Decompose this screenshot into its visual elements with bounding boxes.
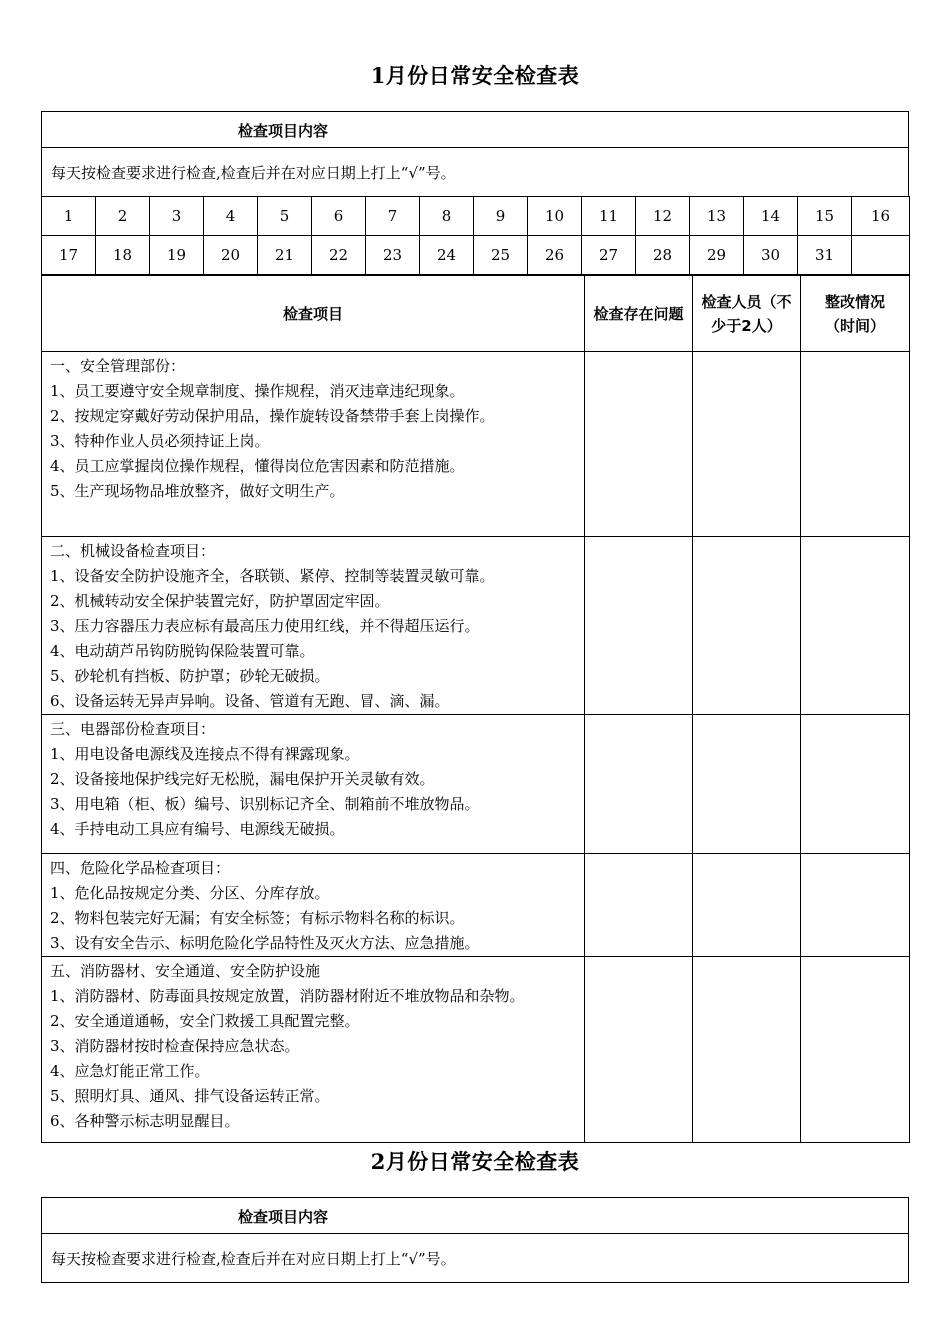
section-row-management: [42, 352, 910, 537]
date-cell[interactable]: 3: [150, 197, 204, 236]
section-row-fire-safety: [42, 957, 910, 1143]
section-heading: 二、机械设备检查项目：: [50, 542, 216, 560]
date-cell[interactable]: 10: [528, 197, 582, 236]
problem-cell[interactable]: [585, 352, 693, 537]
inspector-cell[interactable]: [693, 715, 801, 854]
check-item: 1、用电设备电源线及连接点不得有裸露现象。: [50, 745, 360, 763]
date-cell[interactable]: 2: [96, 197, 150, 236]
feb-header-box: [41, 1197, 909, 1234]
date-cell[interactable]: 15: [798, 197, 852, 236]
check-item: 1、设备安全防护设施齐全，各联锁、紧停、控制等装置灵敏可靠。: [50, 567, 495, 585]
check-item: 4、手持电动工具应有编号、电源线无破损。: [50, 820, 345, 838]
rectify-cell[interactable]: [801, 715, 910, 854]
jan-instruction-text: 每天按检查要求进行检查,检查后并在对应日期上打上“√”号。: [51, 164, 456, 182]
date-cell[interactable]: 16: [852, 197, 910, 236]
rectify-cell[interactable]: [801, 537, 910, 715]
column-header-inspector: 检查人员（不少于2人）: [693, 276, 801, 352]
date-cell[interactable]: 1: [42, 197, 96, 236]
section-heading: 五、消防器材、安全通道、安全防护设施: [50, 962, 321, 980]
check-item: 5、砂轮机有挡板、防护罩；砂轮无破损。: [50, 667, 330, 685]
problem-cell[interactable]: [585, 537, 693, 715]
check-item: 3、设有安全告示、标明危险化学品特性及灭火方法、应急措施。: [50, 934, 480, 952]
check-item: 2、设备接地保护线完好无松脱，漏电保护开关灵敏有效。: [50, 770, 435, 788]
rectify-cell[interactable]: [801, 854, 910, 957]
jan-instruction-box: [41, 147, 909, 197]
column-header-item: 检查项目: [42, 276, 585, 352]
section-heading: 四、危险化学品检查项目：: [50, 859, 231, 877]
date-cell[interactable]: 18: [96, 236, 150, 275]
date-cell[interactable]: 28: [636, 236, 690, 275]
check-item: 6、各种警示标志明显醒目。: [50, 1112, 240, 1130]
section-management: [42, 352, 585, 537]
jan-dates-row-2: [42, 236, 910, 275]
date-cell[interactable]: 7: [366, 197, 420, 236]
date-cell[interactable]: 23: [366, 236, 420, 275]
feb-instruction-text: 每天按检查要求进行检查,检查后并在对应日期上打上“√”号。: [51, 1250, 456, 1268]
check-item: 1、员工要遵守安全规章制度、操作规程，消灭违章违纪现象。: [50, 382, 465, 400]
date-cell[interactable]: 4: [204, 197, 258, 236]
check-item: 2、物料包装完好无漏；有安全标签；有标示物料名称的标识。: [50, 909, 465, 927]
check-item: 4、员工应掌握岗位操作规程，懂得岗位危害因素和防范措施。: [50, 457, 465, 475]
date-cell[interactable]: 19: [150, 236, 204, 275]
date-cell[interactable]: 14: [744, 197, 798, 236]
section-fire-safety: [42, 957, 585, 1143]
date-cell[interactable]: 8: [420, 197, 474, 236]
feb-instruction-box: [41, 1233, 909, 1283]
date-cell[interactable]: 6: [312, 197, 366, 236]
date-cell[interactable]: 31: [798, 236, 852, 275]
page-title-feb: 2月份日常安全检查表: [370, 1149, 580, 1174]
column-header-problem: 检查存在问题: [585, 276, 693, 352]
problem-cell[interactable]: [585, 854, 693, 957]
jan-header-label: 检查项目内容: [238, 122, 329, 140]
check-item: 5、照明灯具、通风、排气设备运转正常。: [50, 1087, 330, 1105]
problem-cell[interactable]: [585, 957, 693, 1143]
inspector-cell[interactable]: [693, 537, 801, 715]
check-item: 3、特种作业人员必须持证上岗。: [50, 432, 270, 450]
date-cell[interactable]: 11: [582, 197, 636, 236]
check-item: 3、压力容器压力表应标有最高压力使用红线，并不得超压运行。: [50, 617, 480, 635]
section-chemicals: [42, 854, 585, 957]
date-cell[interactable]: 21: [258, 236, 312, 275]
feb-header-label: 检查项目内容: [238, 1208, 329, 1226]
inspector-cell[interactable]: [693, 854, 801, 957]
jan-header-box: [41, 111, 909, 148]
check-item: 2、安全通道通畅，安全门救援工具配置完整。: [50, 1012, 360, 1030]
page-title-jan: 1月份日常安全检查表: [370, 63, 580, 88]
check-item: 1、危化品按规定分类、分区、分库存放。: [50, 884, 330, 902]
check-item: 2、机械转动安全保护装置完好，防护罩固定牢固。: [50, 592, 390, 610]
check-item: 5、生产现场物品堆放整齐，做好文明生产。: [50, 482, 345, 500]
check-item: 3、消防器材按时检查保持应急状态。: [50, 1037, 300, 1055]
rectify-cell[interactable]: [801, 352, 910, 537]
section-machinery: [42, 537, 585, 715]
date-cell[interactable]: 5: [258, 197, 312, 236]
section-electrical: [42, 715, 585, 854]
section-row-electrical: [42, 715, 910, 854]
inspector-cell[interactable]: [693, 352, 801, 537]
date-cell[interactable]: 27: [582, 236, 636, 275]
date-cell[interactable]: 9: [474, 197, 528, 236]
jan-dates-row-1: [42, 197, 910, 236]
date-cell[interactable]: 24: [420, 236, 474, 275]
date-cell[interactable]: 30: [744, 236, 798, 275]
section-heading: 一、安全管理部份：: [50, 357, 186, 375]
section-heading: 三、电器部份检查项目：: [50, 720, 216, 738]
column-header-rectify: 整改情况（时间）: [801, 276, 910, 352]
section-row-machinery: [42, 537, 910, 715]
problem-cell[interactable]: [585, 715, 693, 854]
date-cell[interactable]: 29: [690, 236, 744, 275]
date-cell[interactable]: [852, 236, 910, 275]
inspector-cell[interactable]: [693, 957, 801, 1143]
date-cell[interactable]: 12: [636, 197, 690, 236]
check-item: 3、用电箱（柜、板）编号、识别标记齐全、制箱前不堆放物品。: [50, 795, 480, 813]
check-item: 2、按规定穿戴好劳动保护用品，操作旋转设备禁带手套上岗操作。: [50, 407, 495, 425]
jan-dates-table: [41, 196, 910, 275]
check-item: 4、电动葫芦吊钩防脱钩保险装置可靠。: [50, 642, 315, 660]
check-item: 6、设备运转无异声异响。设备、管道有无跑、冒、滴、漏。: [50, 692, 450, 710]
check-item: 4、应急灯能正常工作。: [50, 1062, 210, 1080]
jan-column-header-row: [42, 276, 910, 352]
date-cell[interactable]: 22: [312, 236, 366, 275]
date-cell[interactable]: 17: [42, 236, 96, 275]
rectify-cell[interactable]: [801, 957, 910, 1143]
date-cell[interactable]: 25: [474, 236, 528, 275]
check-item: 1、消防器材、防毒面具按规定放置，消防器材附近不堆放物品和杂物。: [50, 987, 525, 1005]
date-cell[interactable]: 13: [690, 197, 744, 236]
jan-checklist-table: [41, 275, 910, 1143]
section-row-chemicals: [42, 854, 910, 957]
date-cell[interactable]: 20: [204, 236, 258, 275]
date-cell[interactable]: 26: [528, 236, 582, 275]
